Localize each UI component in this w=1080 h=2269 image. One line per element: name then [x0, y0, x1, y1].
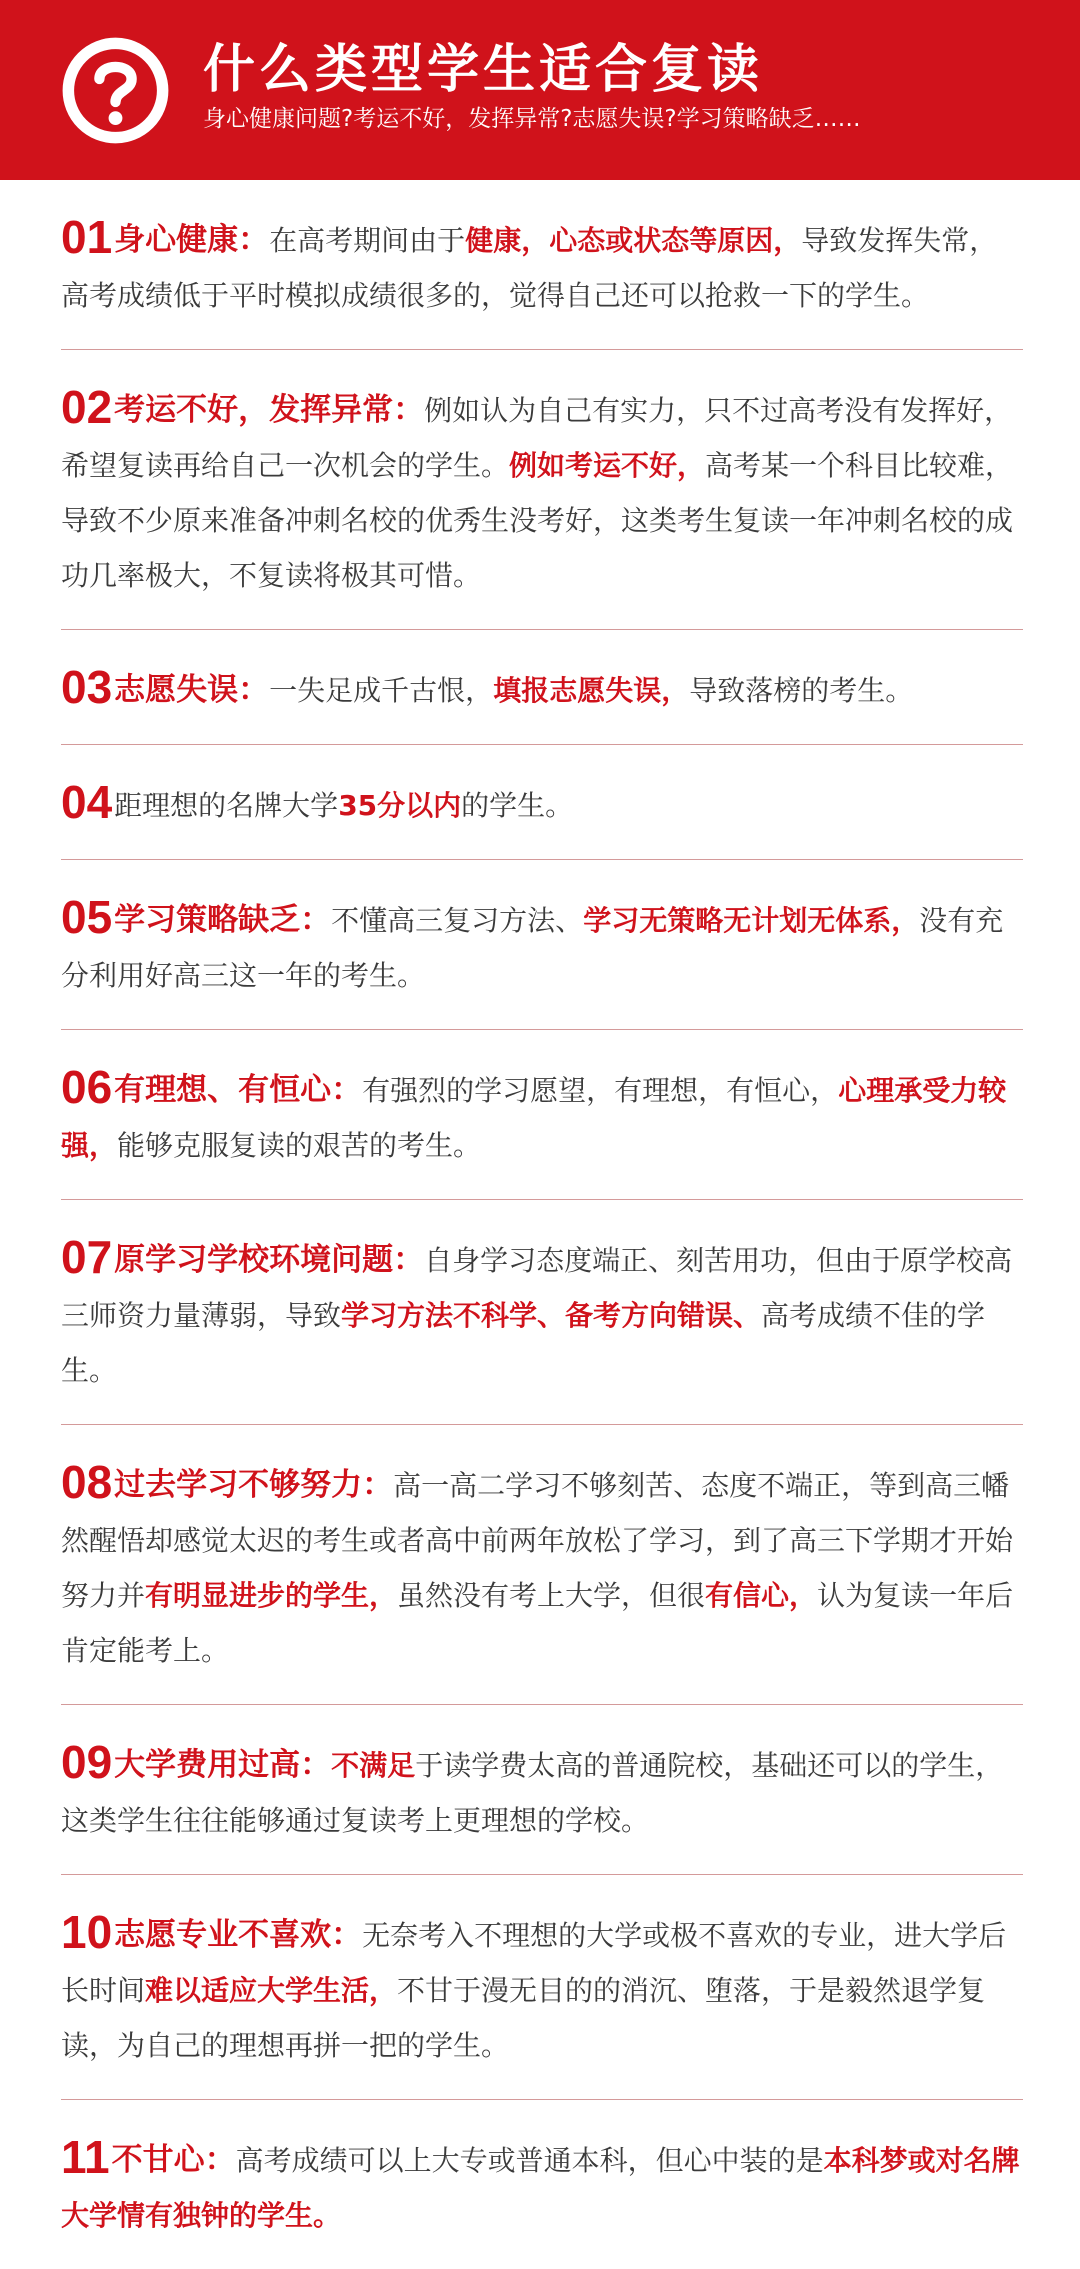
item-heading: 身心健康： — [114, 222, 270, 258]
highlight-text: 不满足 — [331, 1749, 416, 1782]
list-item — [61, 1875, 1023, 2100]
body-text: 自身学习态度端正、刻苦用功，但由于原学校高三师资力量薄弱，导致 — [61, 1244, 1013, 1332]
list-item — [61, 180, 1023, 350]
body-text: 一失足成千古恨， — [269, 674, 494, 707]
body-text: 导致发挥失常，高考成绩低于平时模拟成绩很多的，觉得自己还可以抢救一下的学生。 — [61, 224, 998, 312]
highlight-text: 有明显进步的学生， — [145, 1579, 398, 1612]
list-item — [61, 350, 1023, 630]
body-text: 有强烈的学习愿望，有理想，有恒心， — [362, 1074, 839, 1107]
item-number: 01 — [61, 211, 113, 263]
body-text: 没有充分利用好高三这一年的考生。 — [61, 904, 1004, 992]
item-number: 02 — [61, 381, 113, 433]
item-heading: 原学习学校环境问题： — [114, 1242, 425, 1278]
item-number: 10 — [61, 1906, 113, 1958]
highlight-text: 填报志愿失误， — [493, 674, 690, 707]
highlight-text: 例如考运不好， — [509, 449, 706, 482]
body-text: 高一高二学习不够刻苦、态度不端正，等到高三幡然醒悟却感觉太迟的考生或者高中前两年放松了学习，到了高三下学期才开始努力并 — [61, 1469, 1014, 1612]
body-text: 例如认为自己有实力，只不过高考没有发挥好，希望复读再给自己一次机会的学生。 — [61, 394, 1013, 482]
body-text: 距理想的名牌大学 — [114, 789, 339, 822]
item-number: 05 — [61, 891, 113, 943]
body-text: 不甘于漫无目的的消沉、堕落，于是毅然退学复读，为自己的理想再拼一把的学生。 — [61, 1974, 986, 2062]
item-number: 11 — [61, 2131, 110, 2183]
list-item — [61, 2100, 1023, 2269]
body-text: 高考成绩可以上大专或普通本科，但心中装的是 — [235, 2144, 824, 2177]
item-heading: 志愿专业不喜欢： — [114, 1917, 363, 1953]
list-item — [61, 1030, 1023, 1200]
question-mark-icon — [58, 33, 173, 148]
highlight-text: 有信心， — [705, 1579, 818, 1612]
body-text: 无奈考入不理想的大学或极不喜欢的专业，进大学后长时间 — [61, 1919, 1007, 2007]
page-title: 什么类型学生适合复读 — [203, 40, 764, 100]
item-number: 08 — [61, 1456, 113, 1508]
body-text: 不懂高三复习方法、 — [331, 904, 584, 937]
list-item — [61, 745, 1023, 860]
body-text: 导致落榜的考生。 — [689, 674, 914, 707]
item-number: 09 — [61, 1736, 113, 1788]
body-text: 于读学费太高的普通院校，基础还可以的学生，这类学生往往能够通过复读考上更理想的学校。 — [61, 1749, 1004, 1837]
item-heading: 学习策略缺乏： — [114, 902, 332, 938]
body-text: 在高考期间由于 — [269, 224, 466, 257]
body-text: 认为复读一年后肯定能考上。 — [61, 1579, 1014, 1667]
item-heading: 志愿失误： — [114, 672, 270, 708]
highlight-text: 35分以内 — [338, 789, 462, 822]
highlight-text: 心理承受力较强， — [61, 1074, 1007, 1162]
item-heading: 过去学习不够努力： — [114, 1467, 394, 1503]
highlight-text: 难以适应大学生活， — [145, 1974, 398, 2007]
list-item — [61, 630, 1023, 745]
item-heading: 不甘心： — [111, 2142, 236, 2178]
list-item — [61, 860, 1023, 1030]
body-text: 的学生。 — [461, 789, 574, 822]
page-subtitle: 身心健康问题?考运不好，发挥异常?志愿失误?学习策略缺乏…… — [203, 106, 861, 132]
item-number: 03 — [61, 661, 113, 713]
highlight-text: 学习无策略无计划无体系， — [583, 904, 920, 937]
list-item — [61, 1200, 1023, 1425]
list-item — [61, 1705, 1023, 1875]
reasons-list — [61, 180, 1023, 2269]
highlight-text: 学习方法不科学、备考方向错误、 — [341, 1299, 762, 1332]
body-text: 虽然没有考上大学，但很 — [397, 1579, 706, 1612]
item-number: 06 — [61, 1061, 113, 1113]
body-text: 高考成绩不佳的学生。 — [61, 1299, 986, 1387]
highlight-text: 健康，心态或状态等原因， — [465, 224, 802, 257]
item-number: 04 — [61, 776, 113, 828]
highlight-text: 本科梦或对名牌大学情有独钟的学生。 — [61, 2144, 1020, 2232]
item-number: 07 — [61, 1231, 113, 1283]
item-heading: 有理想、有恒心： — [114, 1072, 363, 1108]
item-heading: 考运不好，发挥异常： — [114, 392, 425, 428]
body-text: 能够克服复读的艰苦的考生。 — [117, 1129, 482, 1162]
item-heading: 大学费用过高： — [114, 1747, 332, 1783]
body-text: 高考某一个科目比较难，导致不少原来准备冲刺名校的优秀生没考好，这类考生复读一年冲刺名校的成功几率极大，不复读将极其可惜。 — [61, 449, 1014, 592]
header-banner — [0, 0, 1080, 180]
list-item — [61, 1425, 1023, 1705]
